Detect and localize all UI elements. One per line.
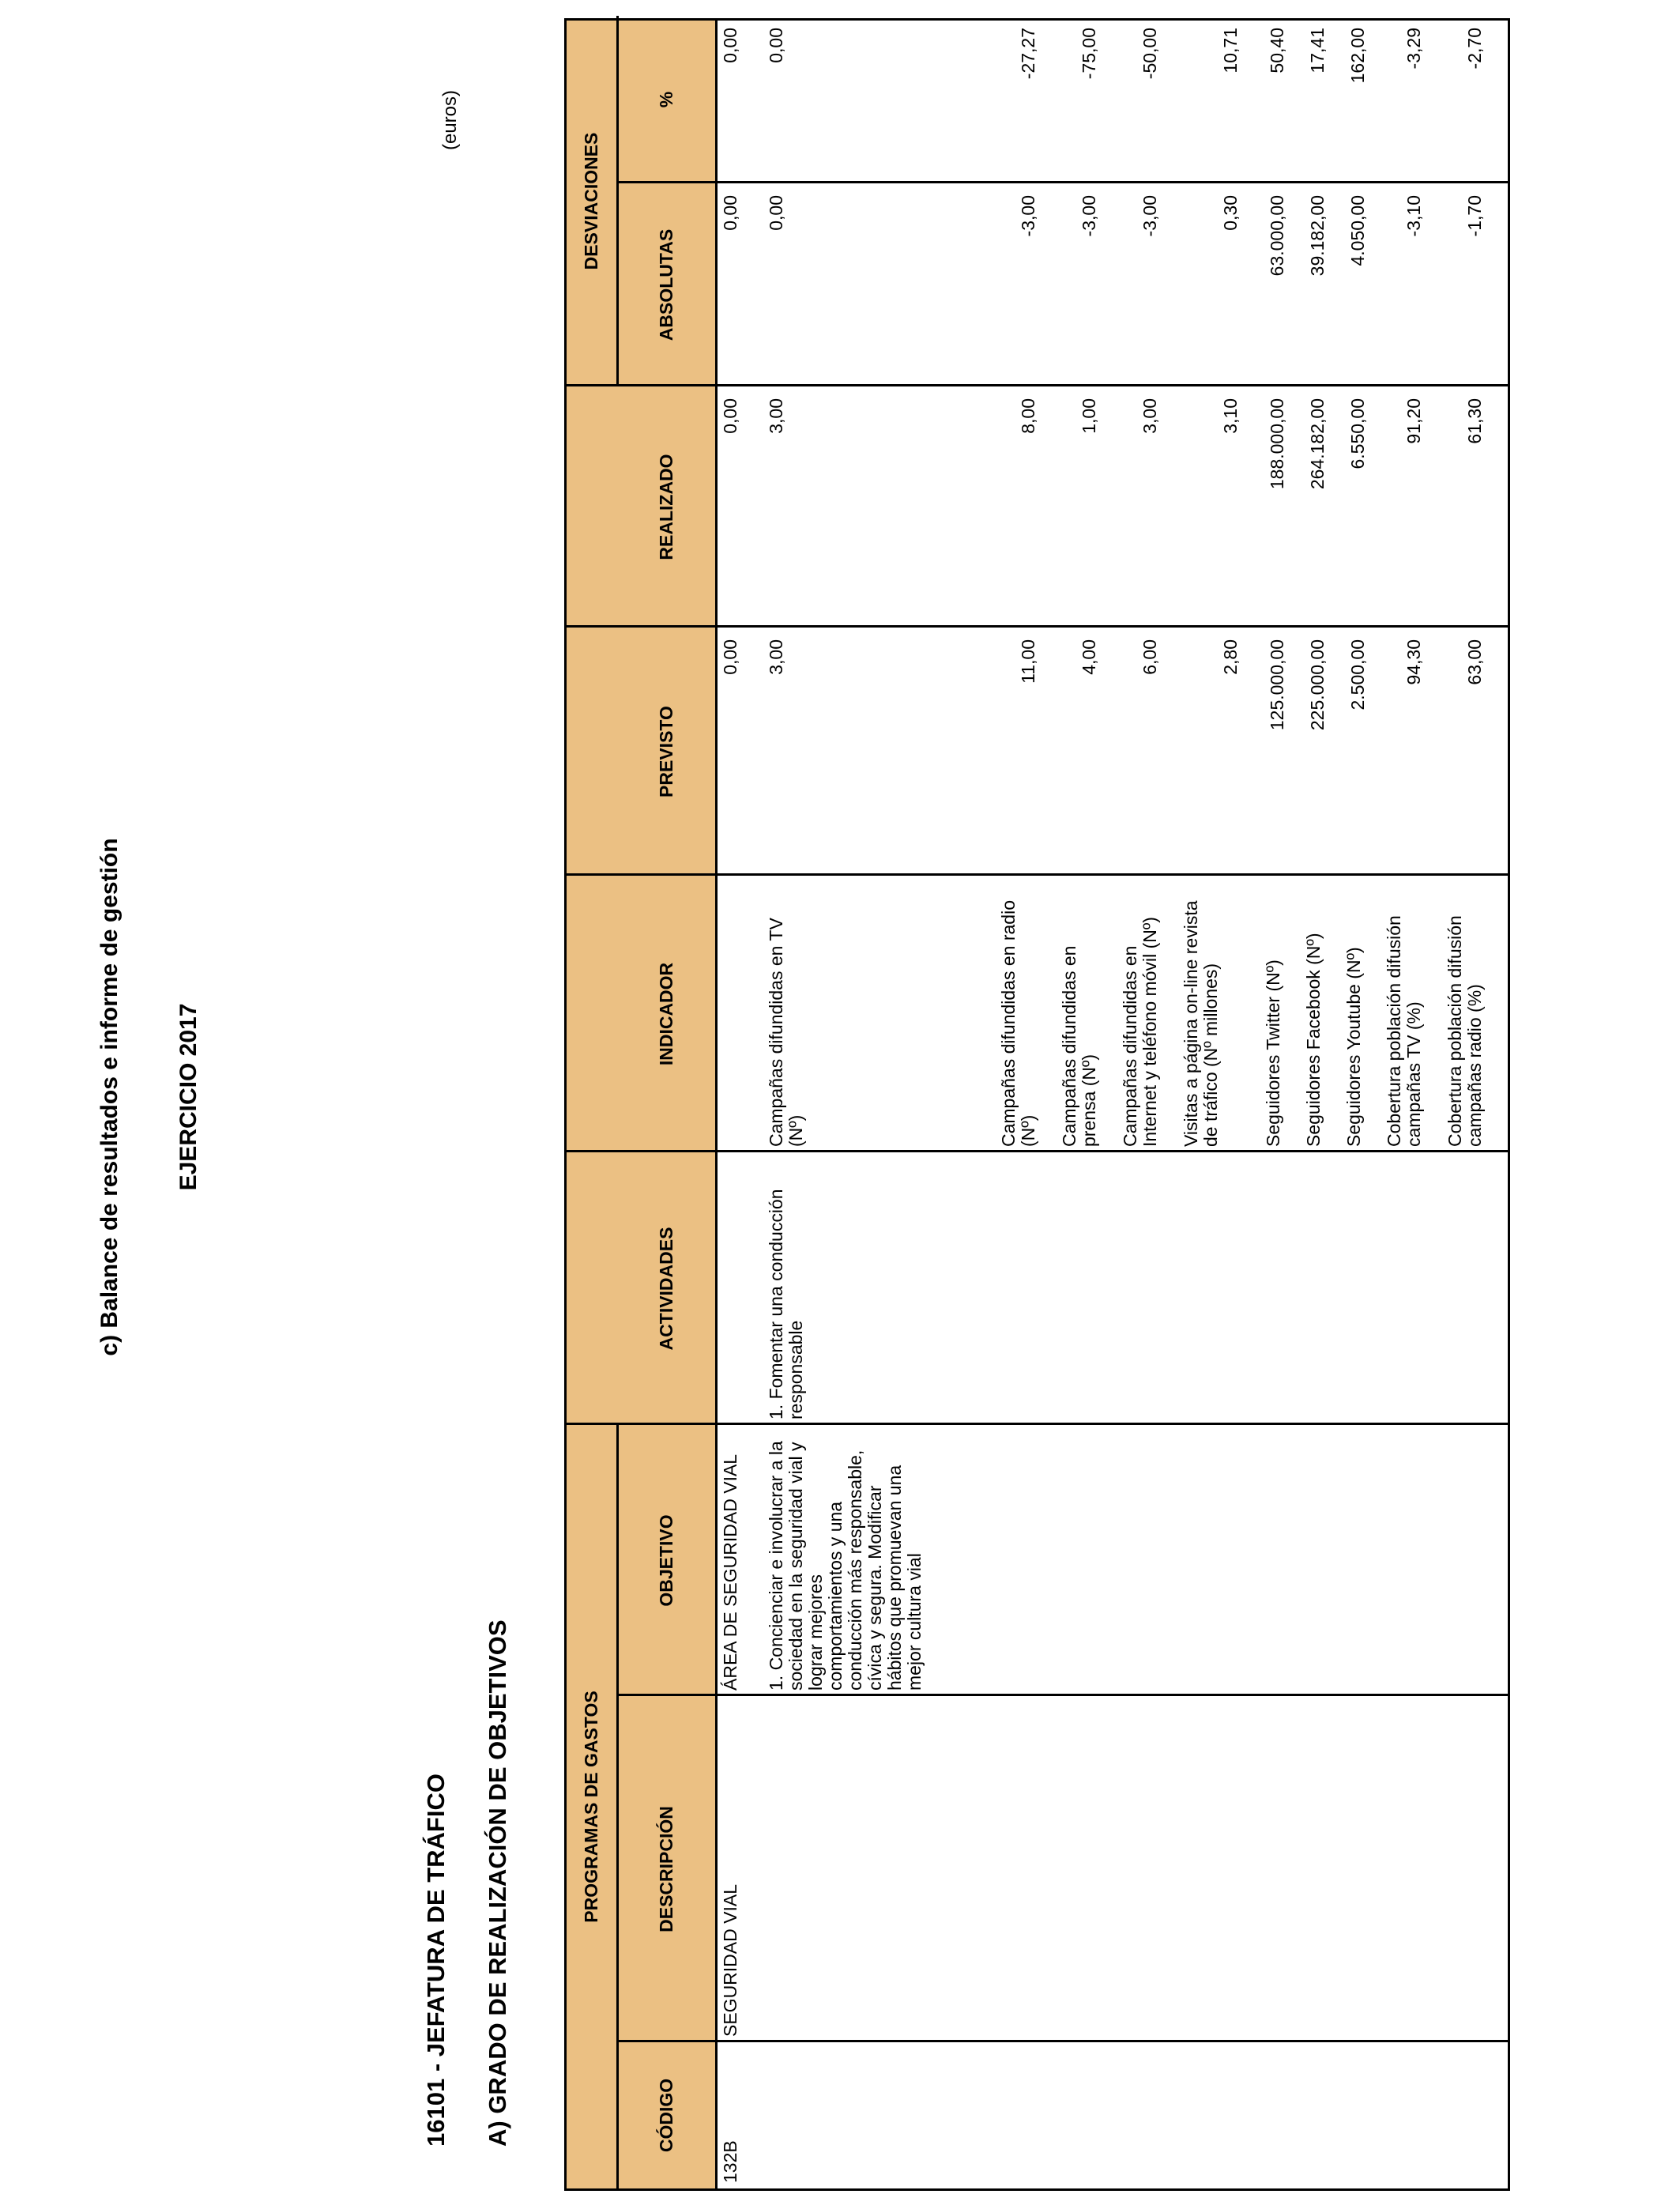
indicator-text: Campañas difundidas en prensa (Nº) bbox=[1059, 945, 1099, 1147]
entity-title: 16101 - JEFATURA DE TRÁFICO bbox=[422, 1774, 450, 2147]
header-descripcion: DESCRIPCIÓN bbox=[656, 1806, 676, 1932]
area-label: ÁREA DE SEGURIDAD VIAL bbox=[720, 1453, 740, 1691]
indicator-text: Cobertura población difusión campañas TV (%) bbox=[1384, 915, 1424, 1147]
objective-text: 1. Concienciar e involucrar a la sociedad en la seguridad vial y lograr mejores comportamientos y una conducción más responsable, cívica y segura. Modificar hábitos que promuevan una mejor cultura vial bbox=[766, 1441, 925, 1691]
area-porcentaje: 0,00 bbox=[720, 28, 740, 63]
area-absolutas: 0,00 bbox=[720, 195, 740, 231]
header-codigo: CÓDIGO bbox=[656, 2078, 676, 2153]
value-absolutas: 63.000,00 bbox=[1267, 195, 1287, 277]
header-actividades: ACTIVIDADES bbox=[656, 1227, 676, 1351]
value-absolutas: -1,70 bbox=[1464, 195, 1485, 237]
indicator-text: Seguidores Facebook (Nº) bbox=[1303, 933, 1324, 1147]
value-porcentaje: -3,29 bbox=[1403, 28, 1424, 70]
value-previsto: 2,80 bbox=[1220, 639, 1241, 675]
header-objetivo: OBJETIVO bbox=[656, 1514, 676, 1607]
value-previsto: 63,00 bbox=[1464, 639, 1485, 685]
value-absolutas: -3,00 bbox=[1079, 195, 1099, 237]
section-title: A) GRADO DE REALIZACIÓN DE OBJETIVOS bbox=[484, 1619, 511, 2147]
value-previsto: 125.000,00 bbox=[1267, 639, 1287, 731]
value-previsto: 3,00 bbox=[766, 639, 786, 675]
value-porcentaje: -50,00 bbox=[1139, 28, 1160, 80]
value-porcentaje: 162,00 bbox=[1347, 28, 1368, 84]
value-realizado: 3,10 bbox=[1220, 398, 1241, 434]
value-realizado: 6.550,00 bbox=[1347, 398, 1368, 469]
value-previsto: 94,30 bbox=[1403, 639, 1424, 685]
activity-text: 1. Fomentar una conducción responsable bbox=[766, 1189, 806, 1419]
value-previsto: 4,00 bbox=[1079, 639, 1099, 675]
indicator-text: Campañas difundidas en Internet y teléfono móvil (Nº) bbox=[1120, 917, 1160, 1147]
value-previsto: 225.000,00 bbox=[1307, 639, 1328, 731]
indicator-text: Seguidores Twitter (Nº) bbox=[1263, 959, 1283, 1147]
value-previsto: 2.500,00 bbox=[1347, 639, 1368, 711]
indicator-text: Campañas difundidas en radio (Nº) bbox=[998, 900, 1038, 1147]
header-realizado: REALIZADO bbox=[656, 454, 676, 560]
area-realizado: 0,00 bbox=[720, 398, 740, 434]
header-porcentaje: % bbox=[656, 91, 676, 108]
header-programas: PROGRAMAS DE GASTOS bbox=[581, 1691, 601, 1923]
value-porcentaje: 0,00 bbox=[766, 28, 786, 63]
value-realizado: 8,00 bbox=[1018, 398, 1038, 434]
value-porcentaje: 10,71 bbox=[1220, 28, 1241, 74]
value-realizado: 3,00 bbox=[1139, 398, 1160, 434]
area-previsto: 0,00 bbox=[720, 639, 740, 675]
header-absolutas: ABSOLUTAS bbox=[656, 228, 676, 341]
value-absolutas: -3,00 bbox=[1018, 195, 1038, 237]
value-realizado: 3,00 bbox=[766, 398, 786, 434]
value-realizado: 264.182,00 bbox=[1307, 398, 1328, 490]
value-realizado: 61,30 bbox=[1464, 398, 1485, 444]
value-realizado: 188.000,00 bbox=[1267, 398, 1287, 490]
value-absolutas: -3,00 bbox=[1139, 195, 1160, 237]
value-absolutas: 4.050,00 bbox=[1347, 195, 1368, 266]
value-porcentaje: -27,27 bbox=[1018, 28, 1038, 80]
program-description: SEGURIDAD VIAL bbox=[720, 1884, 740, 2037]
value-absolutas: 39.182,00 bbox=[1307, 195, 1328, 277]
value-absolutas: -3,10 bbox=[1403, 195, 1424, 237]
value-absolutas: 0,30 bbox=[1220, 195, 1241, 231]
value-absolutas: 0,00 bbox=[766, 195, 786, 231]
indicator-text: Campañas difundidas en TV (Nº) bbox=[766, 918, 806, 1147]
value-porcentaje: 17,41 bbox=[1307, 28, 1328, 74]
indicator-text: Cobertura población difusión campañas radio (%) bbox=[1445, 915, 1485, 1147]
currency-unit: (euros) bbox=[439, 89, 461, 150]
header-indicador: INDICADOR bbox=[656, 962, 676, 1066]
value-previsto: 11,00 bbox=[1018, 639, 1038, 684]
value-realizado: 91,20 bbox=[1403, 398, 1424, 444]
report-title: c) Balance de resultados e informe de gestión bbox=[96, 838, 122, 1356]
fiscal-year: EJERCICIO 2017 bbox=[175, 1003, 202, 1191]
value-porcentaje: 50,40 bbox=[1267, 28, 1287, 74]
header-desviaciones: DESVIACIONES bbox=[581, 132, 601, 270]
value-porcentaje: -75,00 bbox=[1079, 28, 1099, 80]
indicator-text: Seguidores Youtube (Nº) bbox=[1343, 947, 1364, 1147]
program-code: 132B bbox=[720, 2140, 740, 2183]
header-previsto: PREVISTO bbox=[656, 706, 676, 797]
indicator-text: Visitas a página on-line revista de tráfico (Nº millones) bbox=[1181, 900, 1221, 1147]
value-previsto: 6,00 bbox=[1139, 639, 1160, 675]
value-realizado: 1,00 bbox=[1079, 398, 1099, 434]
value-porcentaje: -2,70 bbox=[1464, 28, 1485, 70]
